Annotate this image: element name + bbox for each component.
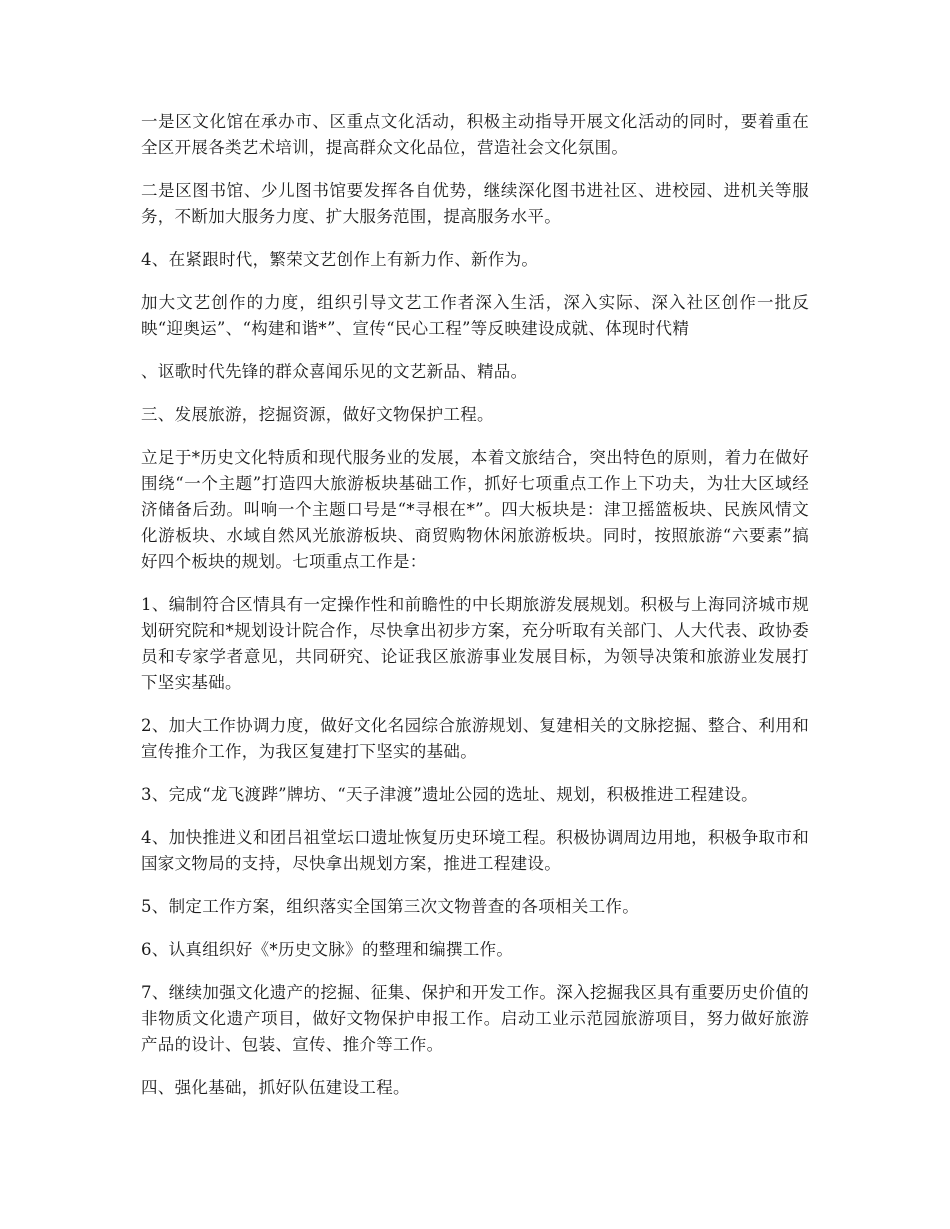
paragraph-task-6: 6、认真组织好《*历史文脉》的整理和编撰工作。 (141, 940, 514, 959)
paragraph-task-2: 2、加大工作协调力度，做好文化名园综合旅游规划、复建相关的文脉挖掘、整合、利用和宣传推介工作，为我区复建打下坚实的基础。 (141, 716, 809, 761)
paragraph-cultural-center: 一是区文化馆在承办市、区重点文化活动，积极主动指导开展文化活动的同时，要着重在全区开展各类艺术培训，提高群众文化品位，营造社会文化氛围。 (141, 112, 809, 157)
paragraph-art-creation-detail: 加大文艺创作的力度，组织引导文艺工作者深入生活，深入实际、深入社区创作一批反映“迎奥运”、“构建和谐*”、宣传“民心工程”等反映建设成就、体现时代精 (141, 293, 809, 338)
document-body (141, 109, 809, 1118)
paragraph-task-4: 4、加快推进义和团吕祖堂坛口遗址恢复历史环境工程。积极协调周边用地，积极争取市和国家文物局的支持，尽快拿出规划方案，推进工程建设。 (141, 828, 809, 873)
paragraph-task-7: 7、继续加强文化遗产的挖掘、征集、保护和开发工作。深入挖掘我区具有重要历史价值的非物质文化遗产项目，做好文物保护申报工作。启动工业示范园旅游项目，努力做好旅游产品的设计、包装、宣传、推介等工作。 (141, 983, 809, 1054)
paragraph-task-3: 3、完成“龙飞渡跸”牌坊、“天子津渡”遗址公园的选址、规划，积极推进工程建设。 (141, 785, 758, 804)
paragraph-tourism-overview: 立足于*历史文化特质和现代服务业的发展，本着文旅结合，突出特色的原则，着力在做好围绕“一个主题”打造四大旅游板块基础工作，抓好七项重点工作上下功夫，为壮大区域经济储备后劲。叫响一个主题口号是“*寻根在*”。四大板块是：津卫摇篮板块、民族风情文化游板块、水域自然风光旅游板块、商贸购物休闲旅游板块。同时，按照旅游“六要素”搞好四个板块的规划。七项重点工作是： (141, 448, 809, 571)
paragraph-task-5: 5、制定工作方案，组织落实全国第三次文物普查的各项相关工作。 (141, 897, 639, 916)
paragraph-art-creation-continued: 、讴歌时代先锋的群众喜闻乐见的文艺新品、精品。 (141, 362, 528, 381)
paragraph-task-1: 1、编制符合区情具有一定操作性和前瞻性的中长期旅游发展规划。积极与上海同济城市规划研究院和*规划设计院合作，尽快拿出初步方案，充分听取有关部门、人大代表、政协委员和专家学者意见，共同研究、论证我区旅游事业发展目标，为领导决策和旅游业发展打下坚实基础。 (141, 595, 809, 692)
section-heading-team-building: 四、强化基础，抓好队伍建设工程。 (141, 1078, 410, 1097)
paragraph-item-4-art-creation: 4、在紧跟时代，繁荣文艺创作上有新力作、新作为。 (141, 250, 539, 269)
paragraph-libraries: 二是区图书馆、少儿图书馆要发挥各自优势，继续深化图书进社区、进校园、进机关等服务，不断加大服务力度、扩大服务范围，提高服务水平。 (141, 181, 809, 226)
section-heading-tourism: 三、发展旅游，挖掘资源，做好文物保护工程。 (141, 405, 494, 424)
